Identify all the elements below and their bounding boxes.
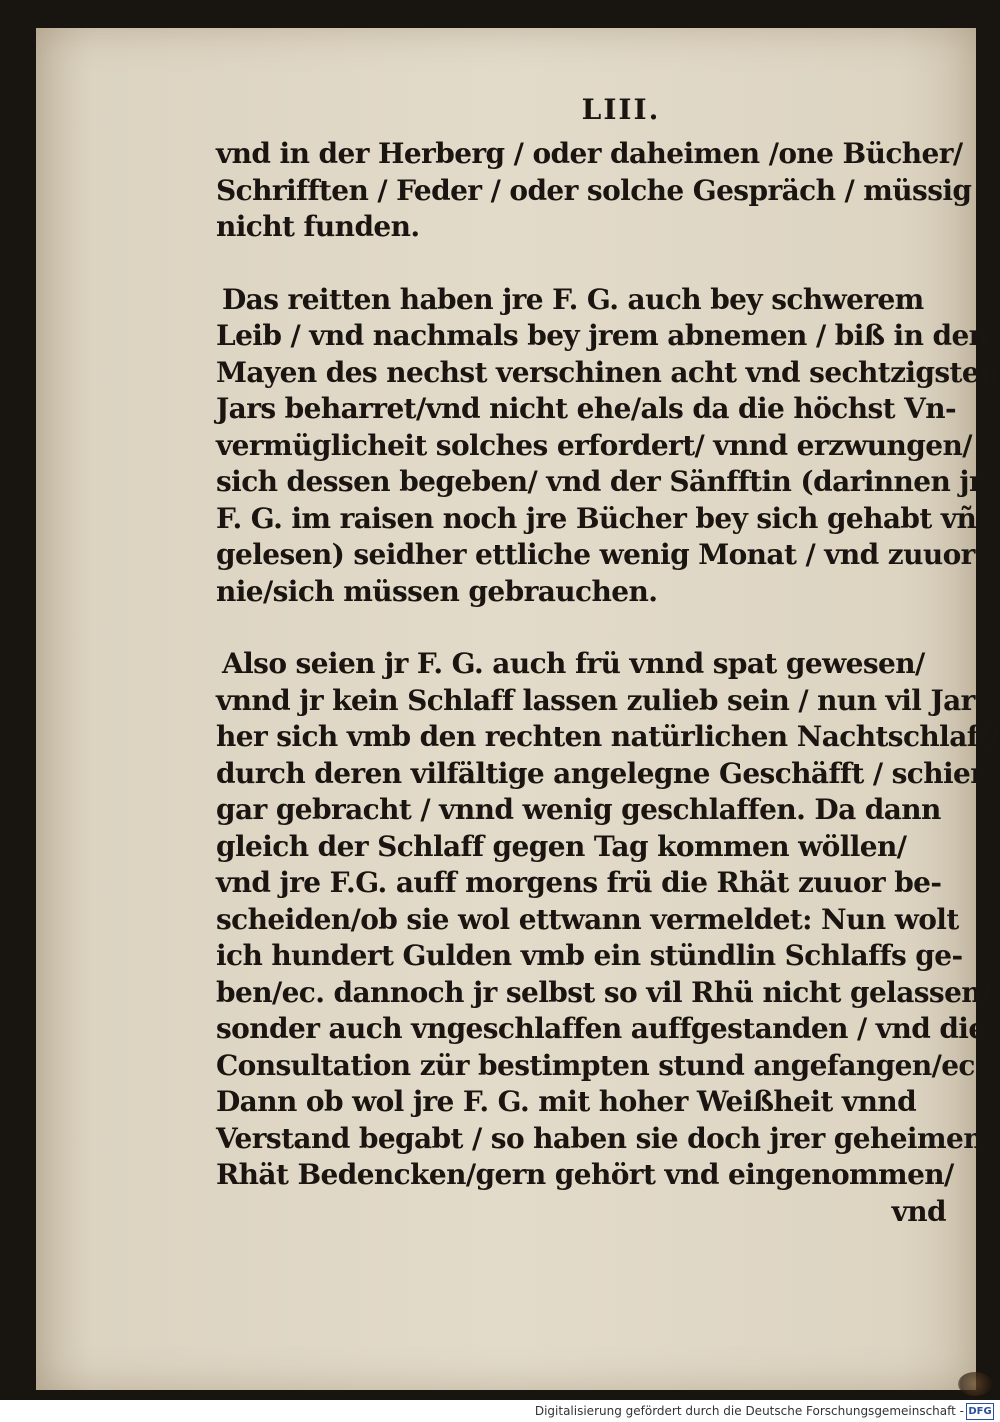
text-line: scheiden/ob sie wol ettwann vermeldet: Nun wolt — [216, 902, 959, 936]
text-line: vnd in der Herberg / oder daheimen /one Bücher/ — [216, 137, 963, 170]
text-line: sich dessen begeben/ vnd der Sänfftin (darinnen jr — [216, 465, 984, 498]
text-line: gleich der Schlaff gegen Tag kommen wöllen/ — [216, 829, 907, 863]
text-line: gar gebracht / vnnd wenig geschlaffen. Da dann — [216, 793, 941, 826]
text-line: durch deren vilfältige angelegne Geschäfft / schier — [216, 756, 985, 790]
text-line: her sich vmb den rechten natürlichen Nachtschlaff/ — [216, 720, 1000, 753]
paragraph-3 — [216, 646, 1000, 1194]
folio-number: LIII. — [581, 93, 661, 126]
digitization-footer — [0, 1400, 1000, 1422]
text-line: nie/sich müssen gebrauchen. — [216, 574, 658, 608]
dfg-logo-icon: DFG — [966, 1403, 994, 1420]
paragraph-2 — [216, 282, 999, 611]
text-line: vermüglicheit solches erfordert/ vnnd erzwungen/ — [216, 428, 972, 462]
text-line: Mayen des nechst verschinen acht vnd sechtzigsten — [216, 355, 999, 389]
text-line: Das reitten haben jre F. G. auch bey schwerem — [222, 282, 924, 316]
text-line: Verstand begabt / so haben sie doch jrer geheimen — [216, 1121, 983, 1155]
text-line: Leib / vnd nachmals bey jrem abnemen / biß in den — [216, 319, 989, 352]
text-line: Also seien jr F. G. auch frü vnnd spat gewesen/ — [222, 647, 925, 680]
text-line: vnnd jr kein Schlaff lassen zulieb sein / nun vil Jar — [216, 683, 975, 717]
page-edge-damage — [958, 1372, 992, 1396]
text-line: Rhät Bedencken/gern gehört vnd eingenommen/ — [216, 1158, 954, 1191]
text-line: F. G. im raisen noch jre Bücher bey sich gehabt vñ — [216, 501, 977, 535]
text-line: vnd jre F.G. auff morgens frü die Rhät zuuor be- — [216, 866, 942, 899]
text-line: sonder auch vngeschlaffen auffgestanden / vnd die — [216, 1012, 986, 1045]
text-line: Jars beharret/vnd nicht ehe/als da die höchst Vn- — [216, 392, 956, 425]
page-text-block — [216, 90, 1000, 1230]
text-line: Consultation zür bestimpten stund angefangen/ec. — [216, 1048, 985, 1082]
text-line: nicht funden. — [216, 210, 420, 243]
text-line: ben/ec. dannoch jr selbst so vil Rhü nicht gelassen/ — [216, 975, 991, 1009]
text-line: Dann ob wol jre F. G. mit hoher Weißheit vnnd — [216, 1085, 917, 1118]
text-line: Schrifften / Feder / oder solche Gespräch / müssig — [216, 173, 972, 207]
catchword: vnd — [891, 1194, 946, 1228]
text-line: ich hundert Gulden vmb ein stündlin Schlaffs ge- — [216, 939, 963, 972]
paragraph-1 — [216, 136, 972, 246]
text-line: gelesen) seidher ettliche wenig Monat / vnd zuuor — [216, 538, 975, 571]
book-page — [36, 28, 1000, 1390]
footer-credit: Digitalisierung gefördert durch die Deutsche Forschungsgemeinschaft - — [534, 1404, 964, 1418]
